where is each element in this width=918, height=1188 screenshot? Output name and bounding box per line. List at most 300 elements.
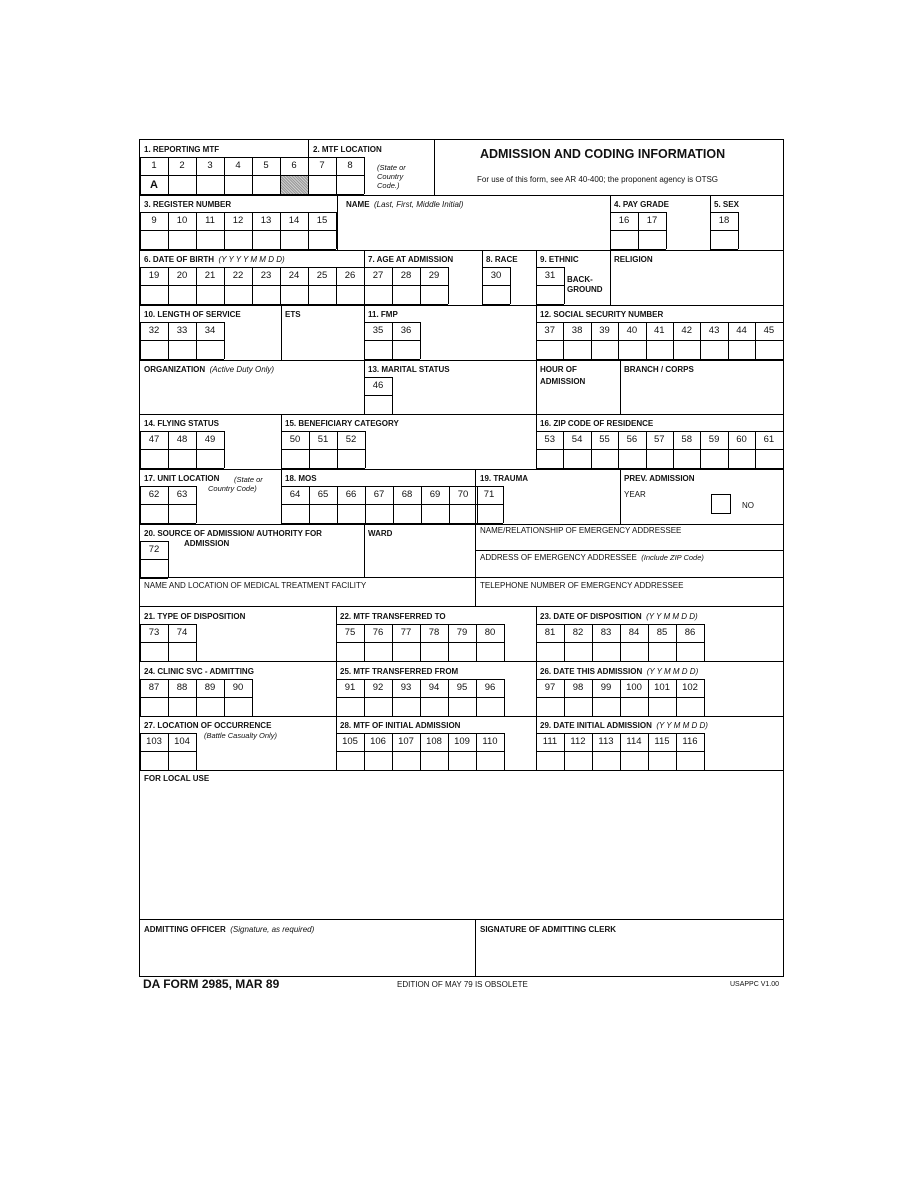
form-subtitle: For use of this form, see AR 40-400; the proponent agency is OTSG [477, 175, 719, 184]
mos-entry-66[interactable] [338, 505, 365, 522]
mtf-location-col-7: 7 [319, 160, 325, 171]
label-age-at-admission: 7. AGE AT ADMISSION [368, 255, 454, 264]
clinic-svc-col-90: 90 [232, 682, 244, 693]
unit-location-note-2: Country Code) [208, 484, 257, 493]
mos-col-66: 66 [345, 489, 357, 500]
unit-location-entry-63[interactable] [169, 505, 196, 522]
type-of-disposition-entry-73[interactable] [141, 643, 168, 660]
prev-admission-no-checkbox[interactable] [711, 494, 731, 514]
mos-grid-bot [281, 523, 477, 524]
date-initial-admission-col-111: 111 [542, 736, 558, 747]
date-of-birth-entry-21[interactable] [197, 286, 224, 303]
unit-location-grid-bot [140, 523, 196, 524]
clinic-svc-grid-bot [140, 716, 252, 717]
mtf-initial-admission-entry-107[interactable] [393, 752, 420, 769]
beneficiary-category-grid-top [281, 431, 365, 432]
mos-entry-64[interactable] [282, 505, 309, 522]
mtf-transferred-to-entry-75[interactable] [337, 643, 364, 660]
zip-code-entry-57[interactable] [647, 450, 673, 467]
label-mtf-transferred-to: 22. MTF TRANSFERRED TO [340, 612, 446, 621]
f23-note: (Y Y M M D D) [646, 612, 698, 621]
mtf-transferred-from-col-91: 91 [344, 682, 356, 693]
reporting-mtf-shaded-cell [281, 176, 308, 194]
label-clinic-svc: 24. CLINIC SVC - ADMITTING [144, 667, 254, 676]
beneficiary-category-grid-col [365, 431, 366, 468]
mtf-transferred-to-col-76: 76 [372, 627, 384, 638]
date-this-admission-entry-97[interactable] [537, 698, 564, 715]
ssn-entry-41[interactable] [647, 341, 673, 358]
flying-status-entry-47[interactable] [141, 450, 168, 467]
mtf-transferred-from-entry-92[interactable] [365, 698, 392, 715]
date-of-disposition-entry-85[interactable] [649, 643, 676, 660]
date-initial-admission-entry-113[interactable] [593, 752, 620, 769]
zip-code-entry-61[interactable] [756, 450, 782, 467]
date-this-admission-col-102: 102 [682, 682, 698, 693]
register-number-col-11: 11 [205, 215, 215, 226]
label-branch-corps: BRANCH / CORPS [624, 365, 694, 374]
date-this-admission-entry-102[interactable] [677, 698, 704, 715]
flying-status-grid-col [224, 431, 225, 468]
mtf-transferred-to-col-77: 77 [400, 627, 412, 638]
pay-grade-grid-bot [610, 249, 666, 250]
mtf-location-entry-8[interactable] [337, 176, 364, 193]
flying-status-col-47: 47 [148, 434, 160, 445]
location-of-occurrence-grid-bot [140, 770, 196, 771]
form-rule [140, 919, 783, 920]
fmp-entry-36[interactable] [393, 341, 420, 358]
date-this-admission-col-98: 98 [572, 682, 584, 693]
mos-entry-68[interactable] [394, 505, 421, 522]
ssn-col-41: 41 [654, 325, 665, 336]
reporting-mtf-entry-3[interactable] [197, 176, 224, 193]
dob-note: (Y Y Y Y M M D D) [218, 255, 285, 264]
zip-code-col-56: 56 [626, 434, 638, 445]
mtf-transferred-from-col-95: 95 [456, 682, 468, 693]
form-rule [140, 469, 783, 470]
zip-code-grid-top [536, 431, 783, 432]
date-initial-admission-entry-114[interactable] [621, 752, 648, 769]
ethnic-sub-2: GROUND [567, 285, 603, 294]
zip-code-col-60: 60 [736, 434, 747, 445]
zip-code-entry-55[interactable] [592, 450, 618, 467]
date-initial-admission-entry-111[interactable] [537, 752, 564, 769]
mtf-transferred-from-col-92: 92 [372, 682, 384, 693]
beneficiary-category-grid-bot [281, 468, 365, 469]
mtf-transferred-from-entry-91[interactable] [337, 698, 364, 715]
reporting-mtf-col-5: 5 [263, 160, 269, 171]
race-entry-30[interactable] [483, 286, 510, 303]
date-this-admission-grid-bot [536, 716, 704, 717]
trauma-entry-71[interactable] [476, 505, 503, 522]
age-at-admission-entry-29[interactable] [421, 286, 448, 303]
date-of-disposition-col-82: 82 [572, 627, 584, 638]
pay-grade-entry-16[interactable] [611, 231, 638, 248]
mtf-transferred-to-col-78: 78 [428, 627, 440, 638]
fmp-grid-bot [364, 359, 420, 360]
location-of-occurrence-entry-104[interactable] [169, 752, 196, 769]
mtf-initial-admission-entry-109[interactable] [449, 752, 476, 769]
form-rule [610, 250, 611, 305]
ssn-entry-44[interactable] [729, 341, 755, 358]
reporting-mtf-entry-1[interactable] [141, 176, 168, 193]
marital-status-col-46: 46 [372, 380, 384, 391]
label-register-number: 3. REGISTER NUMBER [144, 200, 232, 209]
age-at-admission-grid-bot [364, 304, 448, 305]
age-at-admission-col-29: 29 [428, 270, 440, 281]
ethnic-sub-1: BACK- [567, 275, 593, 284]
dob-label-text: 6. DATE OF BIRTH [144, 255, 215, 264]
trauma-grid-top [475, 486, 503, 487]
zip-code-col-61: 61 [763, 434, 775, 445]
register-number-grid-col [336, 212, 337, 249]
ssn-grid-col [783, 322, 784, 359]
zip-code-grid-col [783, 431, 784, 468]
form-rule [475, 919, 476, 977]
sex-grid-col [738, 212, 739, 249]
age-at-admission-entry-27[interactable] [365, 286, 392, 303]
reporting-mtf-entry-5[interactable] [253, 176, 280, 193]
date-initial-admission-entry-112[interactable] [565, 752, 592, 769]
ssn-col-45: 45 [763, 325, 775, 336]
f29-label-text: 29. DATE INITIAL ADMISSION [540, 721, 652, 730]
mtf-transferred-from-entry-93[interactable] [393, 698, 420, 715]
label-length-of-service: 10. LENGTH OF SERVICE [144, 310, 241, 319]
sex-grid-bot [710, 249, 738, 250]
marital-status-grid-col [392, 377, 393, 414]
date-of-disposition-entry-82[interactable] [565, 643, 592, 660]
trauma-col-71: 71 [483, 489, 495, 500]
fmp-col-36: 36 [400, 325, 412, 336]
mtf-transferred-to-entry-80[interactable] [477, 643, 504, 660]
ethnic-entry-31[interactable] [537, 286, 564, 303]
sex-entry-18[interactable] [711, 231, 738, 248]
date-initial-admission-col-116: 116 [682, 736, 698, 747]
date-of-disposition-grid-col [704, 624, 705, 661]
beneficiary-category-entry-52[interactable] [338, 450, 365, 467]
pay-grade-col-16: 16 [618, 215, 630, 226]
date-of-birth-entry-20[interactable] [169, 286, 196, 303]
mtf-initial-admission-grid-col [504, 733, 505, 770]
ssn-entry-45[interactable] [756, 341, 782, 358]
date-of-birth-col-19: 19 [148, 270, 160, 281]
label-admitting-clerk: SIGNATURE OF ADMITTING CLERK [480, 925, 616, 934]
unit-location-entry-62[interactable] [141, 505, 168, 522]
register-number-col-14: 14 [288, 215, 300, 226]
clinic-svc-entry-88[interactable] [169, 698, 196, 715]
beneficiary-category-entry-50[interactable] [282, 450, 309, 467]
ethnic-grid-top [536, 267, 564, 268]
reporting-mtf-value: A [150, 179, 158, 191]
mtf-transferred-to-entry-78[interactable] [421, 643, 448, 660]
ssn-entry-39[interactable] [592, 341, 618, 358]
ssn-entry-42[interactable] [674, 341, 700, 358]
date-of-birth-col-25: 25 [316, 270, 328, 281]
form-rule [434, 140, 435, 195]
reporting-mtf-entry-2[interactable] [169, 176, 196, 193]
date-of-disposition-col-84: 84 [628, 627, 640, 638]
reporting-mtf-col-4: 4 [235, 160, 241, 171]
zip-code-entry-59[interactable] [701, 450, 727, 467]
date-of-disposition-col-83: 83 [600, 627, 612, 638]
date-of-birth-entry-19[interactable] [141, 286, 168, 303]
reporting-mtf-col-6: 6 [291, 160, 297, 171]
beneficiary-category-entry-51[interactable] [310, 450, 337, 467]
zip-code-entry-54[interactable] [564, 450, 590, 467]
label-location-of-occurrence: 27. LOCATION OF OCCURRENCE [144, 721, 272, 730]
date-of-birth-entry-23[interactable] [253, 286, 280, 303]
length-of-service-entry-32[interactable] [141, 341, 168, 358]
form-rule [140, 524, 783, 525]
zip-code-entry-53[interactable] [537, 450, 563, 467]
register-number-entry-10[interactable] [169, 231, 196, 248]
ssn-entry-40[interactable] [619, 341, 645, 358]
mtf-initial-admission-entry-110[interactable] [477, 752, 504, 769]
date-of-birth-col-26: 26 [344, 270, 356, 281]
ssn-col-44: 44 [736, 325, 747, 336]
reporting-mtf-entry-4[interactable] [225, 176, 252, 193]
officer-label-text: ADMITTING OFFICER [144, 925, 226, 934]
date-of-disposition-col-81: 81 [544, 627, 556, 638]
form-rule [140, 360, 783, 361]
date-of-birth-col-23: 23 [260, 270, 272, 281]
label-admission: ADMISSION [540, 377, 586, 386]
label-no: NO [742, 501, 754, 510]
register-number-entry-11[interactable] [197, 231, 224, 248]
age-at-admission-entry-28[interactable] [393, 286, 420, 303]
length-of-service-col-33: 33 [176, 325, 188, 336]
officer-note: (Signature, as required) [230, 925, 315, 934]
sex-col-18: 18 [718, 215, 730, 226]
ssn-col-37: 37 [544, 325, 555, 336]
edition-note: EDITION OF MAY 79 IS OBSOLETE [397, 980, 528, 989]
date-of-birth-entry-24[interactable] [281, 286, 308, 303]
ssn-entry-43[interactable] [701, 341, 727, 358]
date-initial-admission-col-115: 115 [654, 736, 670, 747]
type-of-disposition-grid-col [196, 624, 197, 661]
label-marital-status: 13. MARITAL STATUS [368, 365, 450, 374]
age-at-admission-grid-col [448, 267, 449, 304]
source-of-admission-grid-top [140, 541, 168, 542]
mtf-transferred-from-col-94: 94 [428, 682, 440, 693]
form-number: DA FORM 2985, MAR 89 [143, 977, 280, 991]
ethnic-col-31: 31 [544, 270, 556, 281]
age-at-admission-col-28: 28 [400, 270, 412, 281]
date-of-disposition-entry-86[interactable] [677, 643, 704, 660]
f29-note: (Y Y M M D D) [656, 721, 708, 730]
fmp-entry-35[interactable] [365, 341, 392, 358]
label-source-admission-2: ADMISSION [184, 539, 230, 548]
date-of-disposition-col-85: 85 [656, 627, 668, 638]
register-number-col-12: 12 [232, 215, 244, 226]
mos-col-70: 70 [457, 489, 469, 500]
ssn-grid-top [536, 322, 783, 323]
date-of-birth-entry-26[interactable] [337, 286, 364, 303]
zip-code-entry-58[interactable] [674, 450, 700, 467]
date-of-birth-col-20: 20 [176, 270, 188, 281]
clinic-svc-entry-90[interactable] [225, 698, 252, 715]
label-name [346, 200, 463, 210]
mtf-initial-admission-entry-108[interactable] [421, 752, 448, 769]
mos-col-69: 69 [429, 489, 441, 500]
mtf-transferred-to-entry-79[interactable] [449, 643, 476, 660]
mtf-initial-admission-col-106: 106 [370, 736, 386, 747]
clinic-svc-col-88: 88 [176, 682, 188, 693]
source-of-admission-grid-bot [140, 578, 168, 579]
label-mtf-location: 2. MTF LOCATION [313, 145, 382, 154]
occurrence-note: (Battle Casualty Only) [204, 731, 277, 740]
mtf-transferred-from-entry-95[interactable] [449, 698, 476, 715]
marital-status-entry-46[interactable] [365, 396, 392, 413]
length-of-service-grid-top [140, 322, 224, 323]
reporting-mtf-grid-bot [140, 194, 308, 195]
type-of-disposition-col-74: 74 [176, 627, 188, 638]
ethnic-grid-col [564, 267, 565, 304]
mtf-transferred-to-entry-76[interactable] [365, 643, 392, 660]
date-of-disposition-entry-84[interactable] [621, 643, 648, 660]
pay-grade-grid-col [666, 212, 667, 249]
date-this-admission-entry-99[interactable] [593, 698, 620, 715]
mos-col-68: 68 [401, 489, 413, 500]
flying-status-entry-48[interactable] [169, 450, 196, 467]
label-mtf-name-location: NAME AND LOCATION OF MEDICAL TREATMENT FACILITY [144, 581, 367, 590]
beneficiary-category-col-50: 50 [289, 434, 301, 445]
mos-entry-70[interactable] [450, 505, 477, 522]
date-of-birth-col-21: 21 [204, 270, 216, 281]
label-mtf-initial-admission: 28. MTF OF INITIAL ADMISSION [340, 721, 461, 730]
location-of-occurrence-col-104: 104 [174, 736, 190, 747]
ssn-col-43: 43 [708, 325, 720, 336]
mtf-location-grid-bot [308, 194, 364, 195]
label-flying-status: 14. FLYING STATUS [144, 419, 219, 428]
zip-code-entry-56[interactable] [619, 450, 645, 467]
sex-grid-top [710, 212, 738, 213]
trauma-grid-bot [475, 523, 503, 524]
mtf-initial-admission-col-108: 108 [426, 736, 442, 747]
type-of-disposition-col-73: 73 [148, 627, 160, 638]
mtf-location-note-2: Country [377, 172, 404, 181]
flying-status-grid-top [140, 431, 224, 432]
mtf-location-entry-7[interactable] [309, 176, 336, 193]
type-of-disposition-entry-74[interactable] [169, 643, 196, 660]
mos-entry-65[interactable] [310, 505, 337, 522]
fmp-grid-col [420, 322, 421, 359]
flying-status-col-49: 49 [204, 434, 216, 445]
date-of-birth-grid-bot [140, 304, 364, 305]
form-rule [475, 550, 783, 551]
reporting-mtf-col-3: 3 [207, 160, 213, 171]
mos-entry-69[interactable] [422, 505, 449, 522]
date-of-birth-entry-25[interactable] [309, 286, 336, 303]
label-emergency-name: NAME/RELATIONSHIP OF EMERGENCY ADDRESSEE [480, 526, 682, 535]
length-of-service-entry-33[interactable] [169, 341, 196, 358]
zip-code-col-59: 59 [708, 434, 720, 445]
clinic-svc-entry-87[interactable] [141, 698, 168, 715]
label-reporting-mtf: 1. REPORTING MTF [144, 145, 220, 154]
register-number-entry-12[interactable] [225, 231, 252, 248]
mtf-transferred-to-entry-77[interactable] [393, 643, 420, 660]
label-date-of-disposition [540, 612, 698, 622]
label-prev-admission: PREV. ADMISSION [624, 474, 695, 483]
form-rule [140, 195, 783, 196]
label-race: 8. RACE [486, 255, 518, 264]
form-rule [140, 250, 783, 251]
label-admitting-officer [144, 925, 314, 935]
label-emergency-address [480, 553, 704, 563]
length-of-service-grid-col [224, 322, 225, 359]
clinic-svc-entry-89[interactable] [197, 698, 224, 715]
date-this-admission-col-99: 99 [600, 682, 612, 693]
label-year: YEAR [624, 490, 646, 499]
register-number-col-9: 9 [151, 215, 157, 226]
mtf-transferred-to-col-75: 75 [344, 627, 356, 638]
mos-entry-67[interactable] [366, 505, 393, 522]
date-initial-admission-entry-116[interactable] [677, 752, 704, 769]
label-trauma: 19. TRAUMA [480, 474, 529, 483]
label-pay-grade: 4. PAY GRADE [614, 200, 669, 209]
form-title: ADMISSION AND CODING INFORMATION [480, 147, 726, 161]
date-this-admission-entry-100[interactable] [621, 698, 648, 715]
unit-location-note-1: (State or [234, 475, 263, 484]
length-of-service-entry-34[interactable] [197, 341, 224, 358]
beneficiary-category-col-52: 52 [345, 434, 357, 445]
date-this-admission-entry-101[interactable] [649, 698, 676, 715]
name-note: (Last, First, Middle Initial) [374, 200, 464, 209]
register-number-entry-9[interactable] [141, 231, 168, 248]
pay-grade-entry-17[interactable] [639, 231, 666, 248]
form-rule [620, 469, 621, 524]
date-of-birth-entry-22[interactable] [225, 286, 252, 303]
date-this-admission-col-100: 100 [626, 682, 642, 693]
source-of-admission-col-72: 72 [148, 544, 160, 555]
date-of-disposition-entry-83[interactable] [593, 643, 620, 660]
mtf-transferred-from-grid-col [504, 679, 505, 716]
register-number-col-15: 15 [316, 215, 328, 226]
register-number-entry-15[interactable] [309, 231, 336, 248]
mtf-initial-admission-entry-106[interactable] [365, 752, 392, 769]
date-this-admission-entry-98[interactable] [565, 698, 592, 715]
mtf-transferred-to-col-79: 79 [456, 627, 468, 638]
label-ward: WARD [368, 529, 393, 538]
label-religion: RELIGION [614, 255, 653, 264]
form-rule [140, 577, 783, 578]
clinic-svc-grid-col [252, 679, 253, 716]
label-zip-code: 16. ZIP CODE OF RESIDENCE [540, 419, 654, 428]
beneficiary-category-col-51: 51 [317, 434, 329, 445]
location-of-occurrence-entry-103[interactable] [141, 752, 168, 769]
ssn-entry-37[interactable] [537, 341, 563, 358]
zip-code-entry-60[interactable] [729, 450, 755, 467]
mtf-transferred-from-entry-96[interactable] [477, 698, 504, 715]
register-number-entry-13[interactable] [253, 231, 280, 248]
unit-location-col-62: 62 [148, 489, 160, 500]
mtf-initial-admission-entry-105[interactable] [337, 752, 364, 769]
source-of-admission-entry-72[interactable] [141, 560, 168, 577]
ssn-entry-38[interactable] [564, 341, 590, 358]
flying-status-entry-49[interactable] [197, 450, 224, 467]
reporting-mtf-col-2: 2 [179, 160, 185, 171]
label-unit-location: 17. UNIT LOCATION [144, 474, 220, 483]
date-of-birth-col-22: 22 [232, 270, 244, 281]
date-of-disposition-entry-81[interactable] [537, 643, 564, 660]
age-at-admission-grid-top [364, 267, 448, 268]
zip-code-col-54: 54 [571, 434, 583, 445]
register-number-entry-14[interactable] [281, 231, 308, 248]
f26-note: (Y Y M M D D) [646, 667, 699, 676]
clinic-svc-col-87: 87 [148, 682, 160, 693]
mtf-transferred-from-entry-94[interactable] [421, 698, 448, 715]
label-emergency-telephone: TELEPHONE NUMBER OF EMERGENCY ADDRESSEE [480, 581, 684, 590]
date-initial-admission-entry-115[interactable] [649, 752, 676, 769]
